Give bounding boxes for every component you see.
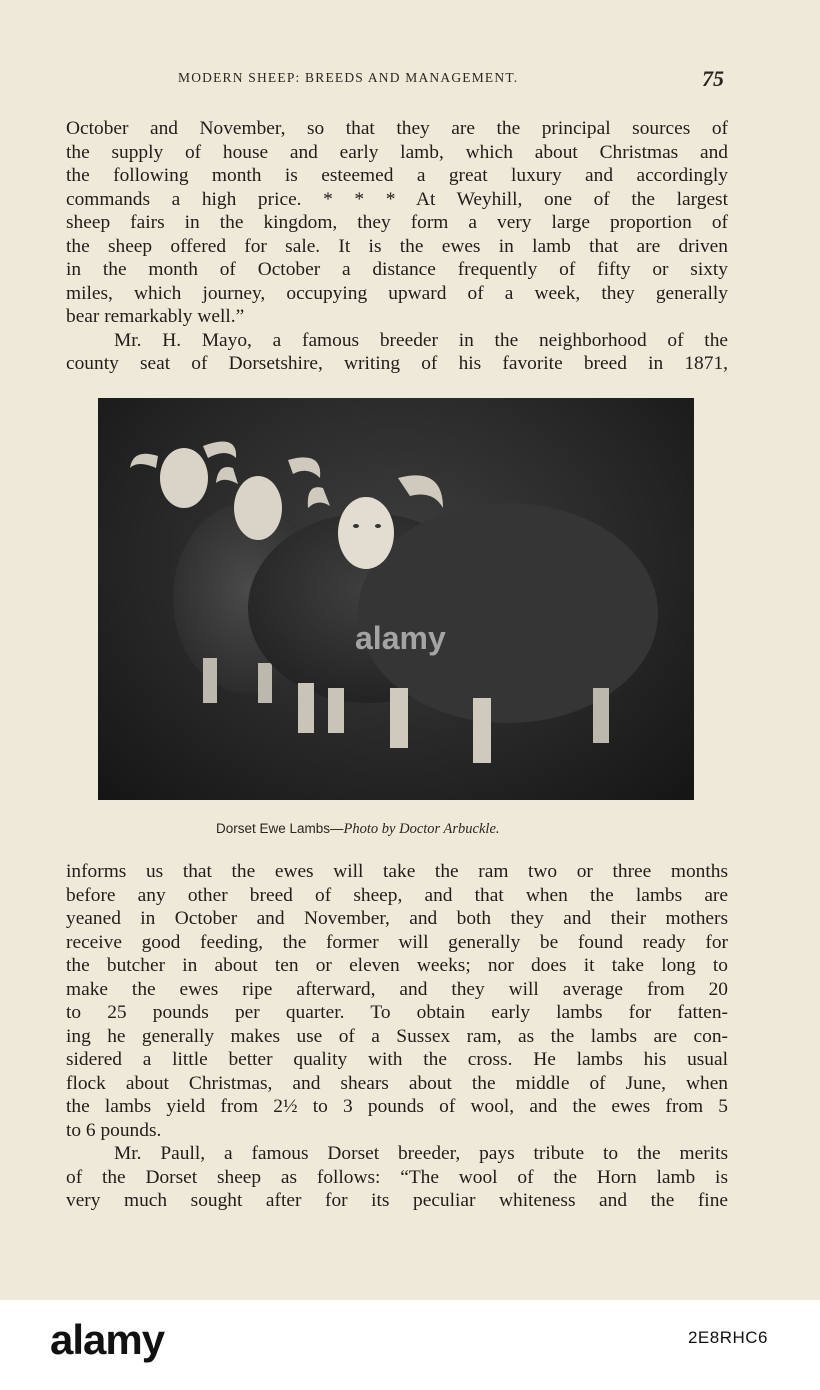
text-line: sheep fairs in the kingdom, they form a very large proportion of <box>66 212 728 233</box>
sheep-face <box>234 476 282 540</box>
text-line: county seat of Dorsetshire, writing of his favorite breed in 1871, <box>66 353 728 374</box>
text-line: before any other breed of sheep, and that when the lambs are <box>66 884 728 906</box>
text-line: miles, which journey, occupying upward of a week, they generally <box>66 282 728 304</box>
text-line: yeaned in October and November, and both they and their mothers <box>66 908 728 929</box>
sheep-face <box>338 497 394 569</box>
sheep-face <box>160 448 208 508</box>
text-line: commands a high price. * * * At Weyhill, one of the largest <box>66 188 728 210</box>
text-line: make the ewes ripe afterward, and they will average from 20 <box>66 978 728 1000</box>
running-head: MODERN SHEEP: BREEDS AND MANAGEMENT. <box>178 70 519 85</box>
alamy-logo: alamy <box>50 1316 165 1363</box>
caption-title: Dorset Ewe Lambs— <box>216 821 344 836</box>
sheep-photo <box>98 398 694 800</box>
text-line: receive good feeding, the former will generally be found ready for <box>66 931 728 953</box>
text-line: the supply of house and early lamb, which about Christmas and <box>66 141 728 163</box>
text-line: the sheep offered for sale. It is the ewes in lamb that are driven <box>66 235 728 257</box>
text-line: the following month is esteemed a great luxury and accordingly <box>66 165 728 186</box>
page-number: 75 <box>702 66 724 91</box>
text-line: Mr. Paull, a famous Dorset breeder, pays tribute to the merits <box>114 1143 728 1164</box>
text-line: Mr. H. Mayo, a famous breeder in the neighborhood of the <box>114 329 728 351</box>
text-line: to 6 pounds. <box>66 1119 162 1141</box>
text-line: ing he generally makes use of a Sussex ram, as the lambs are con- <box>66 1025 728 1047</box>
text-line: bear remarkably well.” <box>66 306 245 327</box>
text-line: in the month of October a distance frequently of fifty or sixty <box>66 259 728 280</box>
text-line: the butcher in about ten or eleven weeks; nor does it take long to <box>66 955 728 976</box>
image-code: 2E8RHC6 <box>687 1328 768 1347</box>
sheep-illustration <box>98 398 694 800</box>
text-line: sidered a little better quality with the cross. He lambs his usual <box>66 1049 728 1070</box>
text-line: of the Dorset sheep as follows: “The wool of the Horn lamb is <box>66 1166 728 1188</box>
text-line: October and November, so that they are the principal sources of <box>66 118 728 139</box>
text-line: to 25 pounds per quarter. To obtain early lambs for fatten- <box>66 1002 728 1023</box>
figure-caption <box>216 821 500 838</box>
text-line: flock about Christmas, and shears about the middle of June, when <box>66 1072 728 1094</box>
text-line: very much sought after for its peculiar whiteness and the fine <box>66 1190 728 1211</box>
watermark-overlay: alamy <box>355 620 446 656</box>
caption-credit: Photo by Doctor Arbuckle. <box>343 821 500 837</box>
text-line: informs us that the ewes will take the ram two or three months <box>66 861 728 882</box>
text-line: the lambs yield from 2½ to 3 pounds of wool, and the ewes from 5 <box>66 1096 728 1117</box>
